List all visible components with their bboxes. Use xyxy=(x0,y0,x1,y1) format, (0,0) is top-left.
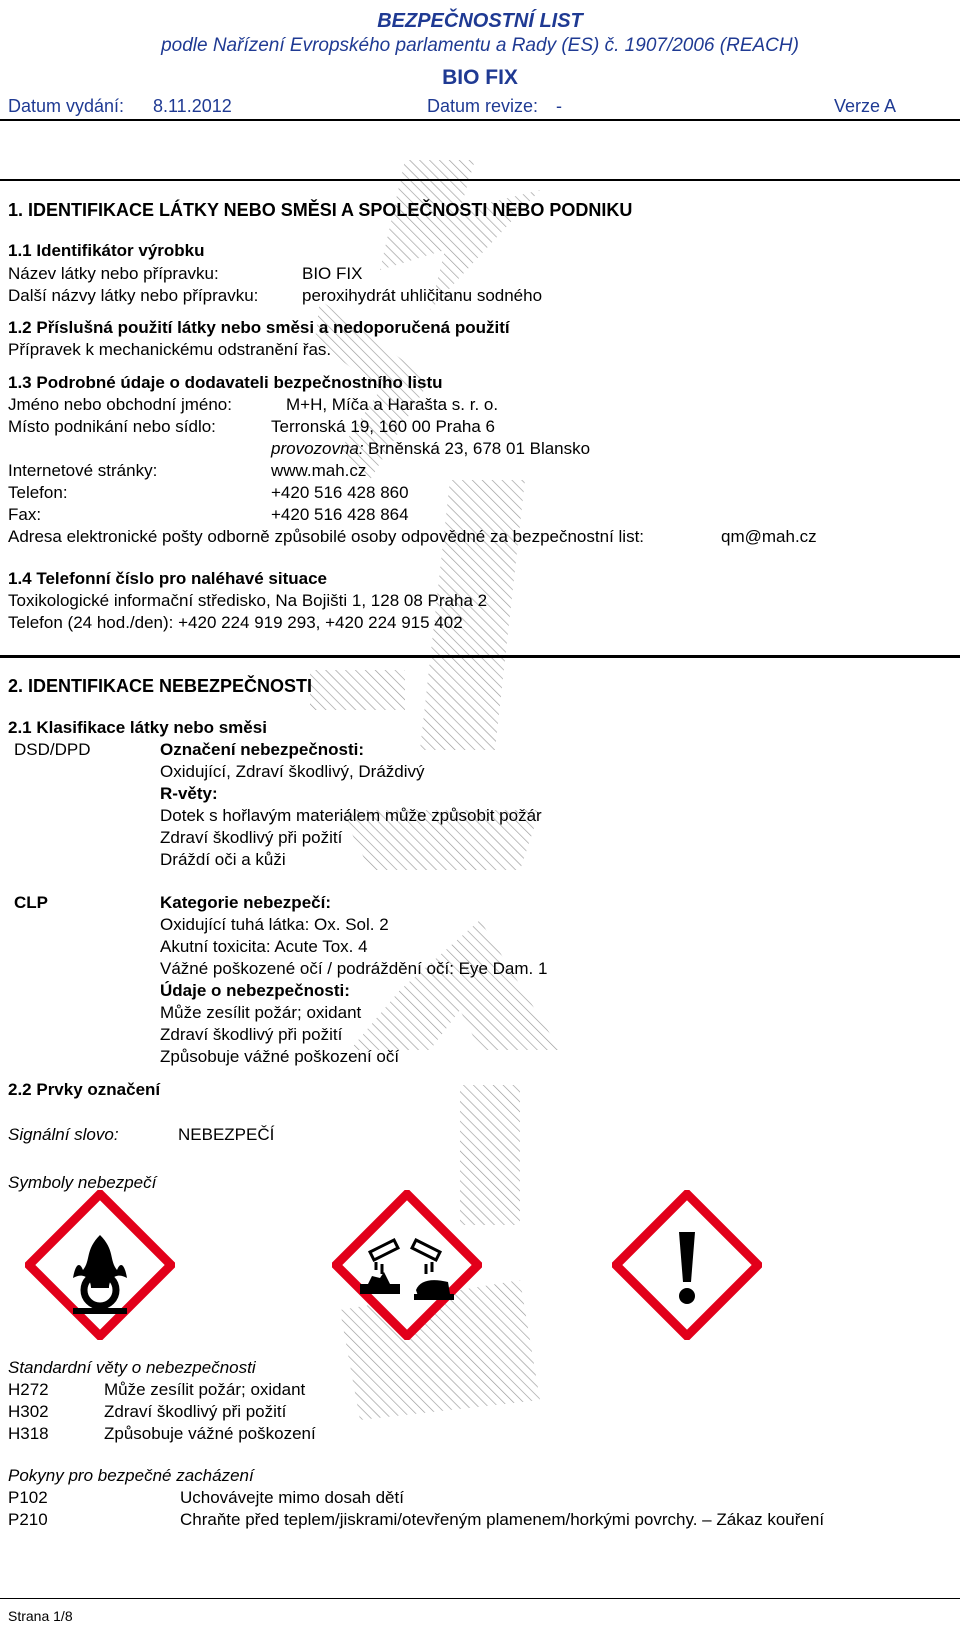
hazard-category: Vážné poškozené očí / podráždění očí: Eye Dam. 1 xyxy=(160,959,548,978)
phone-label: Telefon: xyxy=(8,483,68,502)
signal-word: NEBEZPEČÍ xyxy=(178,1125,275,1144)
h-code: H272 xyxy=(8,1380,49,1399)
r-phrases-label: R-věty: xyxy=(160,784,218,803)
hazard-info: Může zesílit požár; oxidant xyxy=(160,1003,362,1022)
email-link[interactable]: qm@mah.cz xyxy=(721,527,817,546)
hazard-info-label: Údaje o nebezpečnosti: xyxy=(160,981,350,1000)
r-phrase: Dráždí oči a kůži xyxy=(160,850,286,869)
dsd-hazard-label: Označení nebezpečnosti: xyxy=(160,740,365,759)
issue-date: 8.11.2012 xyxy=(153,96,232,116)
exclamation-pictogram-icon xyxy=(612,1190,762,1340)
web-link[interactable]: www.mah.cz xyxy=(271,461,367,480)
page-number: Strana 1/8 xyxy=(8,1608,73,1624)
h-text: Může zesílit požár; oxidant xyxy=(104,1380,306,1399)
document-subtitle: podle Nařízení Evropského parlamentu a Rady (ES) č. 1907/2006 (REACH) xyxy=(161,35,799,56)
section13-heading: 1.3 Podrobné údaje o dodavateli bezpečnostního listu xyxy=(8,373,443,392)
r-phrase: Zdraví škodlivý při požití xyxy=(160,828,343,847)
oxidizer-pictogram-icon xyxy=(25,1190,175,1340)
toxicology-centre: Toxikologické informační středisko, Na Bojišti 1, 128 08 Praha 2 xyxy=(8,591,488,610)
h-text: Způsobuje vážné poškození xyxy=(104,1424,316,1443)
other-names-label: Další názvy látky nebo přípravku: xyxy=(8,286,259,305)
section1-heading: 1. IDENTIFIKACE LÁTKY NEBO SMĚSI A SPOLEČNOSTI NEBO PODNIKU xyxy=(8,200,633,220)
symbols-label: Symboly nebezpečí xyxy=(8,1173,157,1192)
header-divider xyxy=(0,119,960,121)
p-text: Uchovávejte mimo dosah dětí xyxy=(180,1488,404,1507)
r-phrase: Dotek s hořlavým materiálem může způsobit požár xyxy=(160,806,542,825)
hazard-info: Zdraví škodlivý při požití xyxy=(160,1025,343,1044)
phone-value: +420 516 428 860 xyxy=(271,483,409,502)
branch-label: provozovna: xyxy=(271,439,364,458)
product-name: BIO FIX xyxy=(442,66,518,89)
name-label: Název látky nebo přípravku: xyxy=(8,264,219,283)
fax-value: +420 516 428 864 xyxy=(271,505,409,524)
trade-name-value: M+H, Míča a Harašta s. r. o. xyxy=(286,395,499,414)
seat-value: Terronská 19, 160 00 Praha 6 xyxy=(271,417,495,436)
footer-divider xyxy=(0,1598,960,1599)
section21-heading: 2.1 Klasifikace látky nebo směsi xyxy=(8,718,267,737)
h-code: H302 xyxy=(8,1402,49,1421)
emergency-phone: Telefon (24 hod./den): +420 224 919 293, +420 224 915 402 xyxy=(8,613,463,632)
corrosive-pictogram-icon xyxy=(332,1190,482,1340)
section12-text: Přípravek k mechanickému odstranění řas. xyxy=(8,340,332,359)
fax-label: Fax: xyxy=(8,505,42,524)
p-statements-label: Pokyny pro bezpečné zacházení xyxy=(8,1466,254,1485)
hazard-category-label: Kategorie nebezpečí: xyxy=(160,893,331,912)
signal-word-label: Signální slovo: xyxy=(8,1125,119,1144)
section2-divider xyxy=(0,655,960,658)
p-text: Chraňte před teplem/jiskrami/otevřeným plamenem/horkými povrchy. – Zákaz kouření xyxy=(180,1510,825,1529)
trade-name-label: Jméno nebo obchodní jméno: xyxy=(8,395,232,414)
email-label: Adresa elektronické pošty odborně způsobilé osoby odpovědné za bezpečnostní list: xyxy=(8,527,645,546)
seat-label: Místo podnikání nebo sídlo: xyxy=(8,417,216,436)
dsd-hazard-value: Oxidující, Zdraví škodlivý, Dráždivý xyxy=(160,762,425,781)
dsd-label: DSD/DPD xyxy=(14,740,91,759)
revision-date: - xyxy=(556,96,562,116)
p-code: P102 xyxy=(8,1488,48,1507)
clp-label: CLP xyxy=(14,893,48,912)
web-label: Internetové stránky: xyxy=(8,461,158,480)
document-title: BEZPEČNOSTNÍ LIST xyxy=(377,10,583,32)
h-text: Zdraví škodlivý při požití xyxy=(104,1402,287,1421)
section14-heading: 1.4 Telefonní číslo pro naléhavé situace xyxy=(8,569,328,588)
hazard-category: Akutní toxicita: Acute Tox. 4 xyxy=(160,937,368,956)
section11-heading: 1.1 Identifikátor výrobku xyxy=(8,241,205,260)
section2-heading: 2. IDENTIFIKACE NEBEZPEČNOSTI xyxy=(8,676,313,696)
hazard-category: Oxidující tuhá látka: Ox. Sol. 2 xyxy=(160,915,389,934)
section1-divider xyxy=(0,179,960,181)
version-label: Verze A xyxy=(834,96,897,116)
h-code: H318 xyxy=(8,1424,49,1443)
section12-heading: 1.2 Příslušná použití látky nebo směsi a nedoporučená použití xyxy=(8,318,510,337)
section22-heading: 2.2 Prvky označení xyxy=(8,1080,161,1099)
revision-date-label: Datum revize: xyxy=(427,96,539,116)
name-value: BIO FIX xyxy=(302,264,363,283)
other-names-value: peroxihydrát uhličitanu sodného xyxy=(302,286,543,305)
branch-value: Brněnská 23, 678 01 Blansko xyxy=(368,439,591,458)
hazard-info: Způsobuje vážné poškození očí xyxy=(160,1047,400,1066)
h-statements-label: Standardní věty o nebezpečnosti xyxy=(8,1358,256,1377)
p-code: P210 xyxy=(8,1510,48,1529)
issue-date-label: Datum vydání: xyxy=(8,96,125,116)
